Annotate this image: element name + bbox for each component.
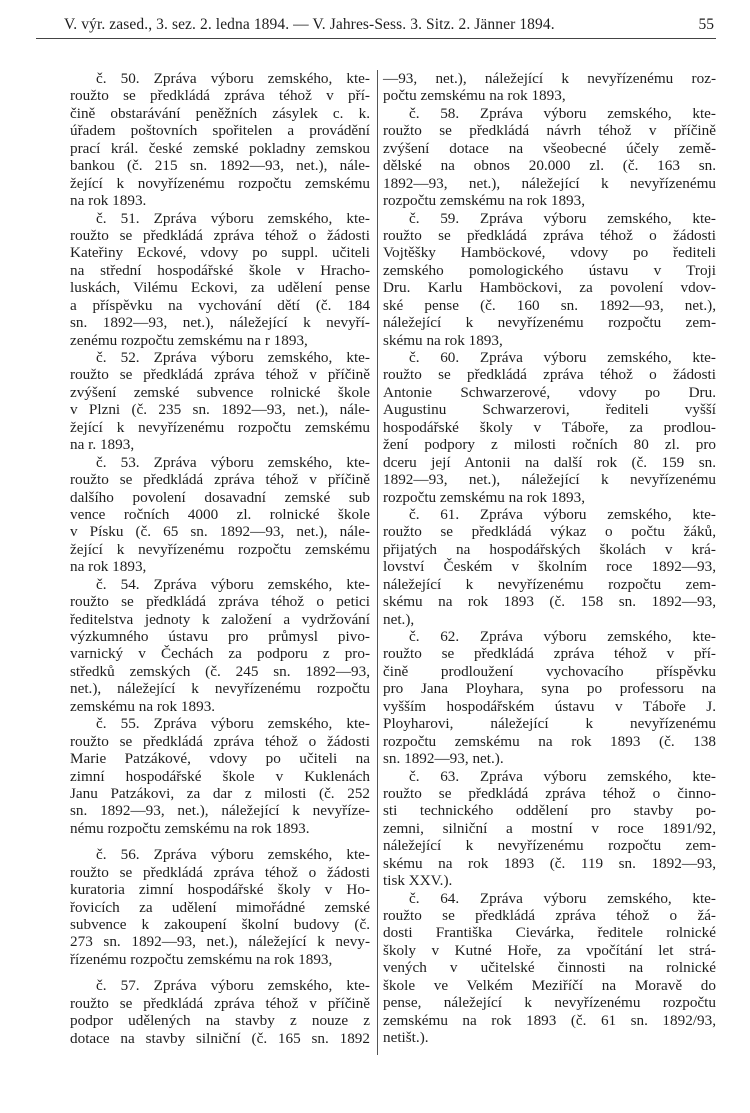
text-line: roužto se předkládá zpráva téhož v příčině [70, 366, 370, 384]
header-rule [36, 38, 716, 39]
text-line: náležející k nevyřízenému rozpočtu zem- [383, 837, 716, 855]
text-line: 1892—93, net.), náležející k nevyřízenému [383, 174, 716, 192]
text-line: roužto se předkládá výkaz o počtu žáků, [383, 523, 716, 541]
text-line: roužto se předkládá zpráva téhož o žádosti [70, 863, 370, 881]
text-line: skému na rok 1893, [383, 331, 503, 349]
text-line: čině obstarávání peněžních zásylek c. k. [70, 104, 370, 122]
text-line: školy v Kutné Hoře, za vpočítání let strá- [383, 941, 716, 959]
report-entry [70, 576, 370, 716]
text-line: vyšším hospodářském ústavu v Táboře J. [383, 697, 716, 715]
report-entry [383, 210, 716, 350]
text-line: Antonie Schwarzerové, vdovy po Dru. [383, 383, 716, 401]
text-line: rozpočtu zemskému na rok 1893, [383, 192, 586, 210]
report-entry [70, 454, 370, 576]
text-line: roužto se předkládá zpráva téhož v příčině [70, 471, 370, 489]
text-line: kuratoria zimní hospodářské školy v Ho- [70, 881, 370, 899]
text-line: lovství Českém v školním roce 1892—93, [383, 558, 716, 576]
text-line: roužto se předkládá zpráva téhož v příčině [70, 994, 370, 1012]
text-line: č. 58. Zpráva výboru zemského, kte- [409, 104, 716, 122]
text-line: v Plzni (č. 235 sn. 1892—93, net.), nále- [70, 401, 370, 419]
text-line: roužto se předkládá návrh téhož v příčině [383, 122, 716, 140]
text-line: ské pense (č. 160 sn. 1892—93, net.), [383, 296, 716, 314]
text-line: č. 55. Zpráva výboru zemského, kte- [96, 715, 370, 733]
left-column [70, 70, 370, 1047]
page-number: 55 [698, 16, 714, 33]
text-line: Marie Patzákové, vdovy po učiteli na [70, 750, 370, 768]
text-line: hospodářské školy v Táboře, za prodlou- [383, 418, 716, 436]
text-line: zvýšení dotace na všeobecné účely země- [383, 139, 716, 157]
text-line: přijatých na hospodářských školách v krá- [383, 540, 716, 558]
text-line: Janu Patzákovi, za dar z milosti (č. 252 [70, 784, 370, 802]
report-entry [383, 628, 716, 768]
text-line: sn. 1892—93, net.), náležející k nevyříze- [70, 802, 370, 820]
text-line: podpor udělených na stavby z nouze z [70, 1012, 370, 1030]
text-line: č. 52. Zpráva výboru zemského, kte- [96, 349, 370, 366]
text-line: žející k novyřízenému rozpočtu zemskému [70, 174, 370, 192]
report-entry [70, 70, 370, 210]
text-line: č. 54. Zpráva výboru zemského, kte- [96, 575, 370, 593]
text-line: roužto se předkládá zpráva téhož o petici [70, 593, 370, 611]
text-line: rozpočtu zemskému na rok 1893 (č. 138 [383, 732, 716, 750]
report-entry [70, 846, 370, 968]
text-line: ředitelstva jednoty k založení a vydržování [70, 610, 370, 628]
text-line: roužto se předkládá zpráva téhož o činno- [383, 784, 716, 802]
text-line: tisk XXV.). [383, 872, 453, 890]
report-entry [70, 715, 370, 837]
text-line: roužto se předkládá zpráva téhož o žádosti [70, 732, 370, 750]
text-line: sti technického oddělení pro stavby po- [383, 802, 716, 820]
text-line: žející k nevyřízenému rozpočtu zemskému [70, 418, 370, 436]
text-line: —93, net.), náležející k nevyřízenému roz- [383, 70, 716, 87]
text-line: č. 60. Zpráva výboru zemského, kte- [409, 349, 716, 366]
text-line: dceru její Antonii na další rok (č. 159 sn. [383, 453, 716, 471]
text-line: Kateřiny Eckové, vdovy po suppl. učiteli [70, 244, 370, 262]
text-line: 273 sn. 1892—93, net.), náležející k nevy- [70, 933, 370, 951]
text-line: na rok 1893. [70, 192, 147, 210]
text-line: na r. 1893, [70, 436, 135, 454]
text-line: Vojtěšky Hamböckové, vdovy po řediteli [383, 244, 716, 262]
text-line: net.), [383, 610, 415, 628]
text-line: Ployharovi, náležející k nevyřízenému [383, 715, 716, 733]
text-line: roužto se předkládá zpráva téhož v pří- [383, 645, 716, 663]
text-line: Augustinu Schwarzerovi, řediteli vyšší [383, 401, 716, 419]
text-line: roužto se předkládá zpráva téhož o žá- [383, 907, 716, 924]
text-line: úřadem poštovních spořitelen a provádění [70, 122, 370, 140]
report-entry [383, 506, 716, 628]
text-line: č. 61. Zpráva výboru zemského, kte- [409, 505, 716, 523]
text-line: subvence k zakoupení školní budovy (č. [70, 916, 370, 933]
text-line: sn. 1892—93, net.), náležející k nevyří- [70, 314, 370, 332]
text-line: č. 64. Zpráva výboru zemského, kte- [409, 889, 716, 907]
text-line: net.), náležející k nevyřízenému rozpočtu [70, 680, 370, 698]
report-entry [383, 349, 716, 506]
text-line: škole ve Velkém Meziříčí na Moravě do [383, 976, 716, 994]
text-line: skému na rok 1893 (č. 119 sn. 1892—93, [383, 854, 716, 872]
text-line: řízenému rozpočtu zemskému na rok 1893, [70, 950, 333, 968]
text-line: dalšího povolení dosavadní zemské sub [70, 488, 370, 506]
text-line: Dru. Karlu Hamböckovi, za povolení vdov- [383, 279, 716, 297]
text-line: luskách, Vilému Eckovi, za udělení pense [70, 279, 370, 297]
text-line: dělské na obnos 20.000 zl. (č. 163 sn. [383, 157, 716, 175]
report-entry [70, 210, 370, 350]
text-line: zemni, silniční a mostní v roce 1891/92, [383, 819, 716, 837]
text-line: č. 53. Zpráva výboru zemského, kte- [96, 453, 370, 471]
text-line: varnický v Čechách za podporu z pro- [70, 645, 370, 663]
report-entry [383, 70, 716, 105]
text-line: pro Jana Ployhara, syna po professoru na [383, 680, 716, 698]
report-entry [383, 105, 716, 210]
right-column [383, 70, 716, 1047]
text-line: bankou (č. 215 sn. 1892—93, net.), nále- [70, 157, 370, 175]
text-line: zvýšení zemské subvence rolnické škole [70, 383, 370, 401]
text-line: zemskému na rok 1893. [70, 697, 216, 715]
text-line: žení podpory z milosti ročních 80 zl. pro [383, 436, 716, 454]
text-line: čině prodloužení vychovacího příspěvku [383, 662, 716, 680]
text-line: dotace na stavby silniční (č. 165 sn. 1892 [70, 1029, 370, 1047]
text-line: č. 63. Zpráva výboru zemského, kte- [409, 767, 716, 785]
text-line: na rok 1893, [70, 558, 147, 576]
text-line: žející k nevyřízenému rozpočtu zemskému [70, 540, 370, 558]
text-line: náležející k nevyřízenému rozpočtu zem- [383, 314, 716, 332]
text-line: č. 59. Zpráva výboru zemského, kte- [409, 209, 716, 227]
text-line: č. 56. Zpráva výboru zemského, kte- [96, 846, 370, 864]
text-line: prací král. české zemské pokladny zemskou [70, 139, 370, 157]
text-line: dosti Františka Cievárka, ředitele rolnické [383, 924, 716, 942]
text-line: řovicích za udělení mimořádné zemské [70, 898, 370, 916]
text-line: roužto se předkládá zpráva téhož o žádosti [383, 226, 716, 244]
text-line: č. 51. Zpráva výboru zemského, kte- [96, 209, 370, 227]
running-header [64, 16, 714, 36]
text-line: počtu zemskému na rok 1893, [383, 87, 566, 105]
text-line: středků zemských (č. 245 sn. 1892—93, [70, 662, 370, 680]
text-line: zimní hospodářské škole v Kuklenách [70, 767, 370, 785]
text-line: na střední hospodářské škole v Hracho- [70, 261, 370, 279]
report-entry [70, 977, 370, 1047]
text-line: rozpočtu zemskému na rok 1893, [383, 488, 586, 506]
report-entry [383, 768, 716, 890]
text-line: roužto se předkládá zpráva téhož v pří- [70, 87, 370, 105]
text-line: v Písku (č. 65 sn. 1892—93, net.), nále- [70, 523, 370, 541]
header-title: V. výr. zased., 3. sez. 2. ledna 1894. — V. Jahres-Sess. 3. Sitz. 2. Jänner 1894. [64, 16, 555, 33]
text-line: vence ročních 4000 zl. rolnické škole [70, 505, 370, 523]
text-line: č. 57. Zpráva výboru zemského, kte- [96, 977, 370, 995]
text-line: a příspěvku na vychování dětí (č. 184 [70, 296, 370, 314]
text-line: vených v učitelské činnosti na rolnické [383, 959, 716, 977]
text-line: zenému rozpočtu zemskému na r 1893, [70, 331, 308, 349]
text-line: náležející k nevyřízenému rozpočtu zem- [383, 575, 716, 593]
text-line: roužto se předkládá zpráva téhož o žádosti [70, 226, 370, 244]
text-line: č. 50. Zpráva výboru zemského, kte- [96, 70, 370, 87]
text-line: netišt.). [383, 1029, 429, 1047]
text-line: zemskému na rok 1893 (č. 61 sn. 1892/93, [383, 1011, 716, 1029]
text-line: 1892—93, net.), náležející k nevyřízenému [383, 471, 716, 489]
text-line: zemského pomologického ústavu v Troji [383, 261, 716, 279]
text-line: nému rozpočtu zemskému na rok 1893. [70, 819, 310, 837]
text-line: pense, náležející k nevyřízenému rozpočtu [383, 994, 716, 1012]
text-line: č. 62. Zpráva výboru zemského, kte- [409, 628, 716, 645]
report-entry [70, 349, 370, 454]
text-line: výzkumného ústavu pro průmysl pivo- [70, 628, 370, 645]
text-line: roužto se předkládá zpráva téhož o žádosti [383, 366, 716, 384]
text-line: skému na rok 1893 (č. 158 sn. 1892—93, [383, 593, 716, 611]
column-divider [377, 70, 378, 1055]
report-entry [383, 890, 716, 1047]
text-line: sn. 1892—93, net.). [383, 750, 504, 768]
